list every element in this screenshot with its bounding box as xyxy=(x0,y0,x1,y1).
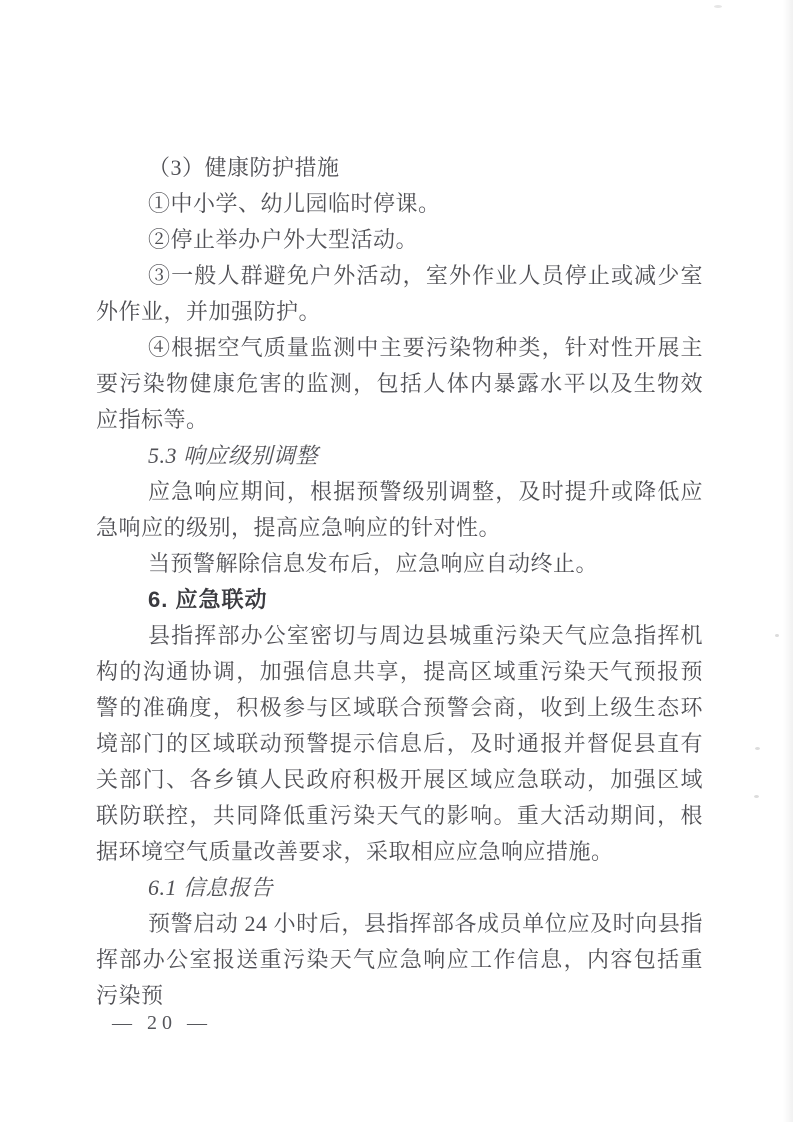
list-item-school-suspension: ①中小学、幼儿园临时停课。 xyxy=(148,191,441,216)
section-heading-information-report: 6.1 信息报告 xyxy=(148,875,274,900)
scan-speck xyxy=(754,795,759,798)
list-item-outdoor-events: ②停止举办户外大型活动。 xyxy=(148,227,419,252)
scan-speck xyxy=(755,747,760,750)
section-heading-response-level-adjust: 5.3 响应级别调整 xyxy=(148,443,319,468)
text-block xyxy=(96,150,703,1014)
scan-edge-shadow xyxy=(783,0,793,1122)
paragraph-information-report: 预警启动 24 小时后，县指挥部各成员单位应及时向县指挥部办公室报送重污染天气应急响应工作信息，内容包括重污染预 xyxy=(96,911,703,1008)
list-item-pollutant-monitoring: ④根据空气质量监测中主要污染物种类，针对性开展主要污染物健康危害的监测，包括人体内暴露水平以及生物效应指标等。 xyxy=(96,335,703,432)
paragraph-regional-linkage: 县指挥部办公室密切与周边县城重污染天气应急指挥机构的沟通协调，加强信息共享，提高区域重污染天气预报预警的准确度，积极参与区域联合预警会商，收到上级生态环境部门的区域联动预警提示信息后，及时通报并督促县直有关部门、各乡镇人民政府积极开展区域应急联动，加强区域联防联控，共同降低重污染天气的影响。重大活动期间，根据环境空气质量改善要求，采取相应应急响应措施。 xyxy=(96,623,703,864)
list-item-general-public: ③一般人群避免户外活动，室外作业人员停止或减少室外作业，并加强防护。 xyxy=(96,263,703,324)
heading-health-protection-measures: （3）健康防护措施 xyxy=(148,155,340,180)
chapter-heading-emergency-linkage: 6. 应急联动 xyxy=(148,587,268,612)
paragraph-response-termination: 当预警解除信息发布后，应急响应自动终止。 xyxy=(148,551,599,576)
scan-speck xyxy=(775,634,779,637)
paragraph-response-level-adjust: 应急响应期间，根据预警级别调整，及时提升或降低应急响应的级别，提高应急响应的针对性。 xyxy=(96,479,703,540)
scan-speck xyxy=(714,5,722,8)
page-number: — 20 — xyxy=(112,1012,212,1034)
